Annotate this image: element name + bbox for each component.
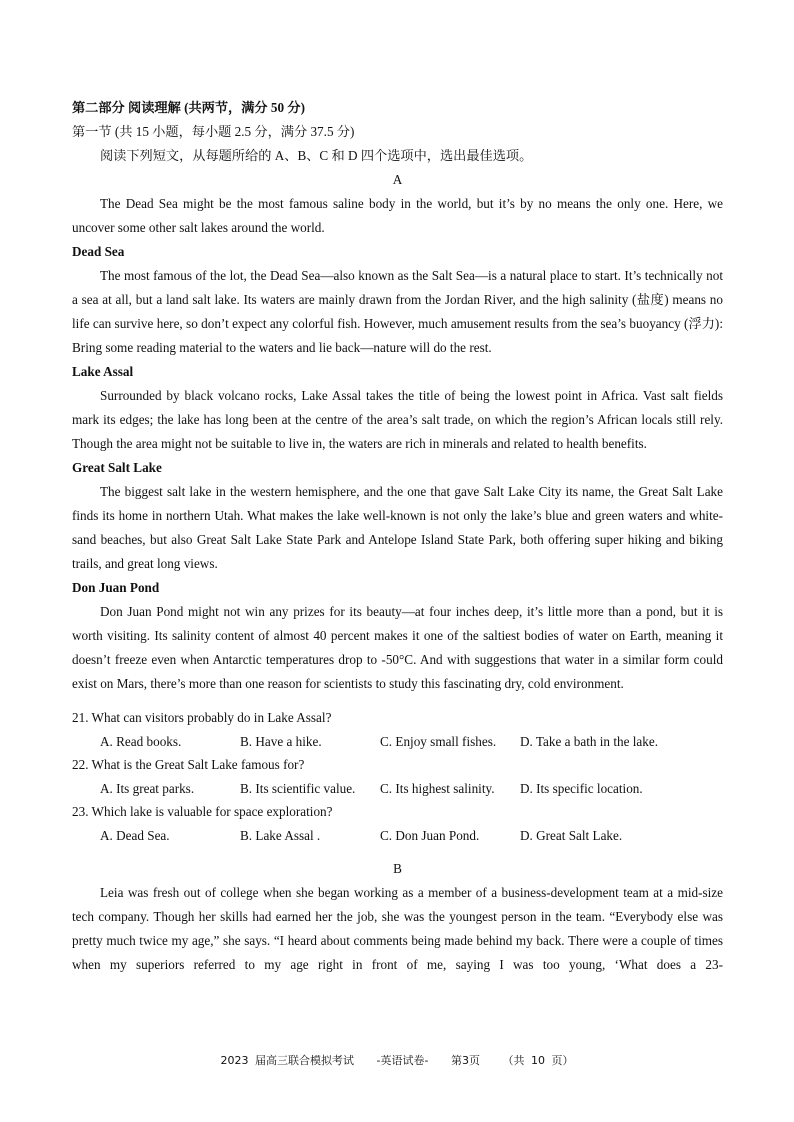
option-b: B. Lake Assal . (240, 828, 321, 843)
section-heading-dead-sea: Dead Sea (72, 244, 125, 259)
option-a: A. Its great parks. (100, 781, 195, 796)
part-title: 第二部分 阅读理解 (共两节，满分 50 分) (72, 100, 305, 115)
passage-a-intro: The Dead Sea might be the most famous saline body in the world, but it’s by no means the only one. Here, we uncover some other salt lakes around the world. (72, 196, 723, 235)
question-options (72, 824, 723, 847)
option-c: C. Enjoy small fishes. (380, 734, 497, 749)
option-a: A. Read books. (100, 734, 182, 749)
section-heading-lake-assal: Lake Assal (72, 364, 134, 379)
section-text-dead-sea: The most famous of the lot, the Dead Sea—also known as the Salt Sea—is a natural place to start. It’s technically not a sea at all, but a land salt lake. Its waters are mainly drawn from the Jordan River, and the high salinity (盐度) means no life can survive here, so don’t expect any colorful fish. However, much amusement results from the sea’s buoyancy (浮力): Bring some reading material to the waters and lie back—nature will do the rest. (72, 268, 723, 355)
option-c: C. Its highest salinity. (380, 781, 495, 796)
section-heading-great-salt-lake: Great Salt Lake (72, 460, 162, 475)
option-d: D. Great Salt Lake. (520, 828, 623, 843)
footer-exam-name: 2023 届高三联合模拟考试 (220, 1054, 355, 1067)
option-a: A. Dead Sea. (100, 828, 170, 843)
question-23 (72, 800, 723, 847)
footer-subject: -英语试卷- (376, 1054, 429, 1067)
question-stem: 22. What is the Great Salt Lake famous for? (72, 757, 305, 772)
footer-page-number: 第3页 (450, 1054, 480, 1067)
section-heading-don-juan-pond: Don Juan Pond (72, 580, 160, 595)
section-text-don-juan-pond: Don Juan Pond might not win any prizes for its beauty—at four inches deep, it’s little more than a pond, but it is worth visiting. Its salinity content of almost 40 percent makes it one of the saltiest bodies of water on Earth, meaning it doesn’t freeze even when Antarctic temperatures drop to -50°C. And with suggestions that water in a similar form could exist on Mars, there’s more than one reason for scientists to study this fascinating dry, cold environment. (72, 604, 723, 691)
option-d: D. Its specific location. (520, 781, 643, 796)
question-stem: 21. What can visitors probably do in Lake Assal? (72, 710, 332, 725)
page-footer (0, 1052, 794, 1068)
section-title: 第一节 (共 15 小题，每小题 2.5 分，满分 37.5 分) (72, 124, 355, 139)
question-22 (72, 753, 723, 800)
passage-b-text: Leia was fresh out of college when she began working as a member of a business-development team at a mid-size tech company. Though her skills had earned her the job, she was the youngest person in the team. “Everybody else was pretty much twice my age,” she says. “I heard about comments being made behind my back. There were a couple of times when my superiors referred to my age right in front of me, saying I was too young, ‘What does a 23- (72, 885, 723, 972)
option-c: C. Don Juan Pond. (380, 828, 480, 843)
question-21 (72, 706, 723, 753)
passage-b-label: B (393, 861, 402, 876)
page-content (72, 96, 723, 977)
passage-a-label: A (392, 172, 403, 187)
instruction: 阅读下列短文，从每题所给的 A、B、C 和 D 四个选项中，选出最佳选项。 (100, 148, 533, 163)
option-b: B. Have a hike. (240, 734, 322, 749)
option-d: D. Take a bath in the lake. (520, 734, 658, 749)
option-b: B. Its scientific value. (240, 781, 356, 796)
question-options (72, 777, 723, 800)
section-text-great-salt-lake: The biggest salt lake in the western hemisphere, and the one that gave Salt Lake City its name, the Great Salt Lake finds its home in northern Utah. What makes the lake well-known is not only the lake’s blue and green waters and white-sand beaches, but also Great Salt Lake State Park and Antelope Island State Park, both offering super hiking and biking trails, and great long views. (72, 484, 723, 571)
question-options (72, 730, 723, 753)
question-stem: 23. Which lake is valuable for space exploration? (72, 804, 333, 819)
section-text-lake-assal: Surrounded by black volcano rocks, Lake Assal takes the title of being the lowest point in Africa. Vast salt fields mark its edges; the lake has long been at the centre of the area’s salt trade, on which the region’s African locals still rely. Though the area might not be suitable to live in, the waters are rich in minerals and related to health benefits. (72, 388, 723, 451)
footer-page-total: （共 10 页） (502, 1054, 574, 1067)
